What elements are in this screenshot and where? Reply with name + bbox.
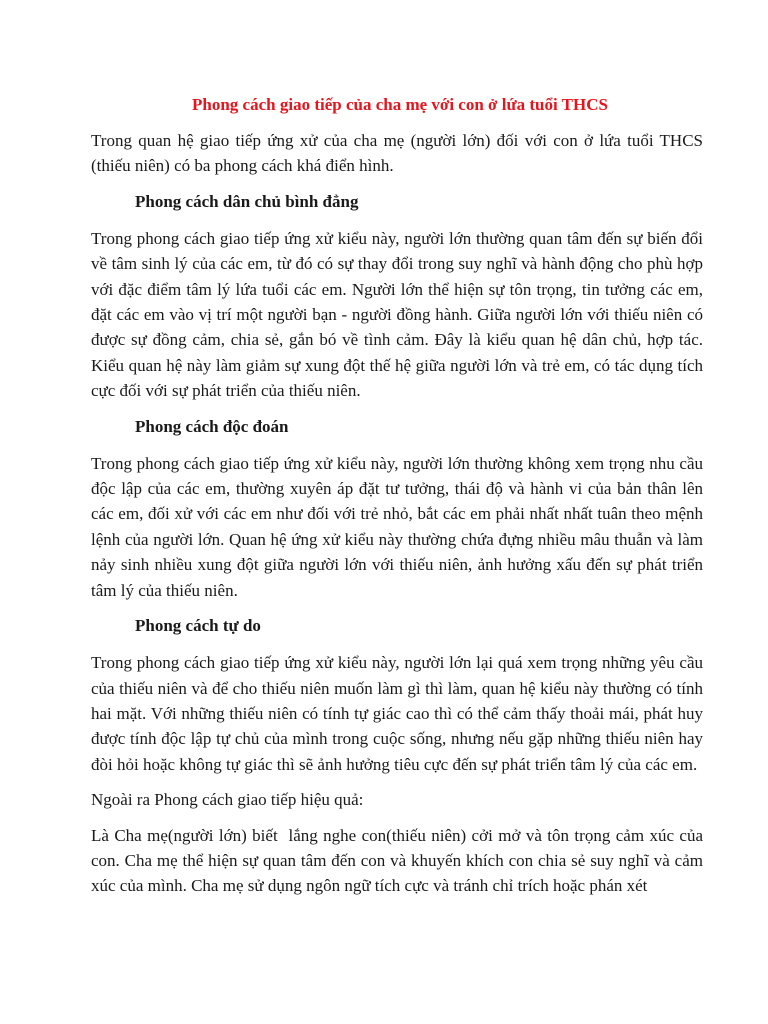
section-body-authoritarian: Trong phong cách giao tiếp ứng xử kiểu này, người lớn thường không xem trọng nhu cầu độc lập của các em, thường xuyên áp đặt tư tưởng, thái độ và hành vi của bản thân lên các em, đối xử với các em như đối với trẻ nhỏ, bắt các em phải nhất nhất tuân theo mệnh lệnh của người lớn. Quan hệ ứng xử kiểu này thường chứa đựng nhiều mâu thuẫn và làm nảy sinh nhiều xung đột giữa người lớn với thiếu niên, ảnh hưởng xấu đến sự phát triển tâm lý của thiếu niên.: [91, 453, 703, 600]
intro-paragraph: Trong quan hệ giao tiếp ứng xử của cha mẹ (người lớn) đối với con ở lứa tuổi THCS (thiếu niên) có ba phong cách khá điển hình.: [91, 131, 703, 176]
extra-intro-paragraph: Ngoài ra Phong cách giao tiếp hiệu quả:: [91, 790, 364, 810]
section-heading-democratic: Phong cách dân chủ bình đẳng: [135, 191, 359, 211]
section-body-democratic: Trong phong cách giao tiếp ứng xử kiểu này, người lớn thường quan tâm đến sự biến đổi về tâm sinh lý của các em, từ đó có sự thay đổi trong suy nghĩ và hành động cho phù hợp với đặc điểm tâm lý lứa tuổi các em. Người lớn thể hiện sự tôn trọng, tin tưởng các em, đặt các em vào vị trí một người bạn - người đồng hành. Giữa người lớn với thiếu niên có được sự đồng cảm, chia sẻ, gắn bó về tình cảm. Đây là kiểu quan hệ dân chủ, hợp tác. Kiểu quan hệ này làm giảm sự xung đột thế hệ giữa người lớn và trẻ em, có tác dụng tích cực đối với sự phát triển của thiếu niên.: [91, 228, 703, 401]
document-title: Phong cách giao tiếp của cha mẹ với con ở lứa tuổi THCS: [192, 95, 608, 114]
extra-body-paragraph: Là Cha mẹ(người lớn) biết lắng nghe con(thiếu niên) cởi mở và tôn trọng cảm xúc của con. Cha mẹ thể hiện sự quan tâm đến con và khuyến khích con chia sẻ suy nghĩ và cảm xúc của mình. Cha mẹ sử dụng ngôn ngữ tích cực và tránh chỉ trích hoặc phán xét: [91, 825, 708, 896]
document-page: [91, 92, 708, 909]
section-heading-authoritarian: Phong cách độc đoán: [135, 416, 289, 436]
section-body-permissive: Trong phong cách giao tiếp ứng xử kiểu này, người lớn lại quá xem trọng những yêu cầu của thiếu niên và để cho thiếu niên muốn làm gì thì làm, quan hệ kiểu này thường có tính hai mặt. Với những thiếu niên có tính tự giác cao thì có thể cảm thấy thoải mái, phát huy được tính độc lập tự chủ của mình trong cuộc sống, nhưng nếu gặp những thiếu niên hay đòi hỏi hoặc không tự giác thì sẽ ảnh hưởng tiêu cực đến sự phát triển tâm lý của các em.: [91, 653, 703, 774]
section-heading-permissive: Phong cách tự do: [135, 616, 261, 636]
